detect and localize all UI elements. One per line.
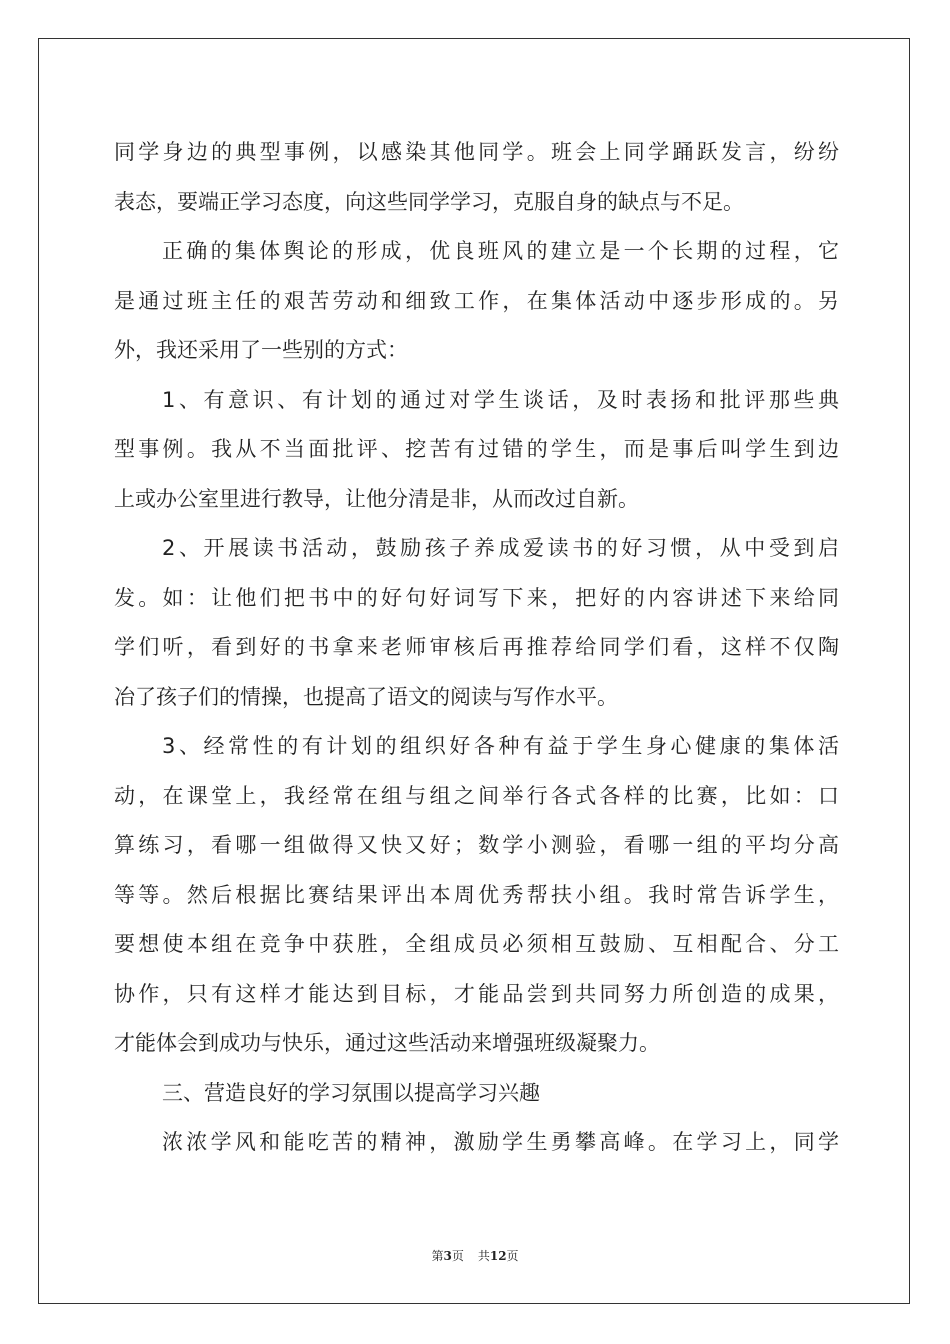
text-line: 表态，要端正学习态度，向这些同学学习，克服自身的缺点与不足。 — [114, 189, 744, 214]
text-line: 学们听，看到好的书拿来老师审核后再推荐给同学们看，这样不仅陶 — [114, 635, 839, 659]
text-line: 外，我还采用了一些别的方式： — [114, 338, 408, 362]
text-line: 发。如：让他们把书中的好句好词写下来，把好的内容讲述下来给同 — [114, 585, 839, 610]
text-line: 浓浓学风和能吃苦的精神，激励学生勇攀高峰。在学习上，同学 — [162, 1130, 839, 1154]
text-line: 等等。然后根据比赛结果评出本周优秀帮扶小组。我时常告诉学生， — [114, 882, 839, 907]
text-line: 算练习，看哪一组做得又快又好；数学小测验，看哪一组的平均分高 — [114, 833, 839, 857]
page-current: 3 — [443, 1249, 452, 1263]
text-line: 3、经常性的有计划的组织好各种有益于学生身心健康的集体活 — [162, 734, 839, 758]
text-line: 2、开展读书活动，鼓励孩子养成爱读书的好习惯，从中受到启 — [162, 536, 839, 560]
text-line: 是通过班主任的艰苦劳动和细致工作，在集体活动中逐步形成的。另 — [114, 288, 839, 313]
page-prefix: 第 — [431, 1249, 444, 1263]
text-line: 要想使本组在竞争中获胜，全组成员必须相互鼓励、互相配合、分工 — [114, 932, 839, 956]
text-line: 冶了孩子们的情操，也提高了语文的阅读与写作水平。 — [114, 684, 618, 709]
total-prefix: 共 — [477, 1249, 490, 1263]
text-line: 上或办公室里进行教导，让他分清是非，从而改过自新。 — [114, 486, 639, 511]
total-unit: 页 — [506, 1249, 519, 1263]
page-unit: 页 — [451, 1249, 464, 1263]
page-total: 12 — [489, 1249, 507, 1263]
text-line: 协作，只有这样才能达到目标，才能品尝到共同努力所创造的成果， — [114, 981, 839, 1006]
page-footer — [0, 1247, 950, 1264]
text-line: 才能体会到成功与快乐，通过这些活动来增强班级凝聚力。 — [114, 1031, 660, 1055]
text-line: 动，在课堂上，我经常在组与组之间举行各式各样的比赛，比如：口 — [114, 783, 839, 808]
text-line: 同学身边的典型事例，以感染其他同学。班会上同学踊跃发言，纷纷 — [114, 140, 839, 164]
text-line: 正确的集体舆论的形成，优良班风的建立是一个长期的过程，它 — [162, 239, 839, 263]
document-body — [114, 128, 839, 1168]
text-line: 型事例。我从不当面批评、挖苦有过错的学生，而是事后叫学生到边 — [114, 437, 839, 461]
text-line: 1、有意识、有计划的通过对学生谈话，及时表扬和批评那些典 — [162, 387, 839, 412]
section-heading: 三、营造良好的学习氛围以提高学习兴趣 — [162, 1080, 540, 1105]
